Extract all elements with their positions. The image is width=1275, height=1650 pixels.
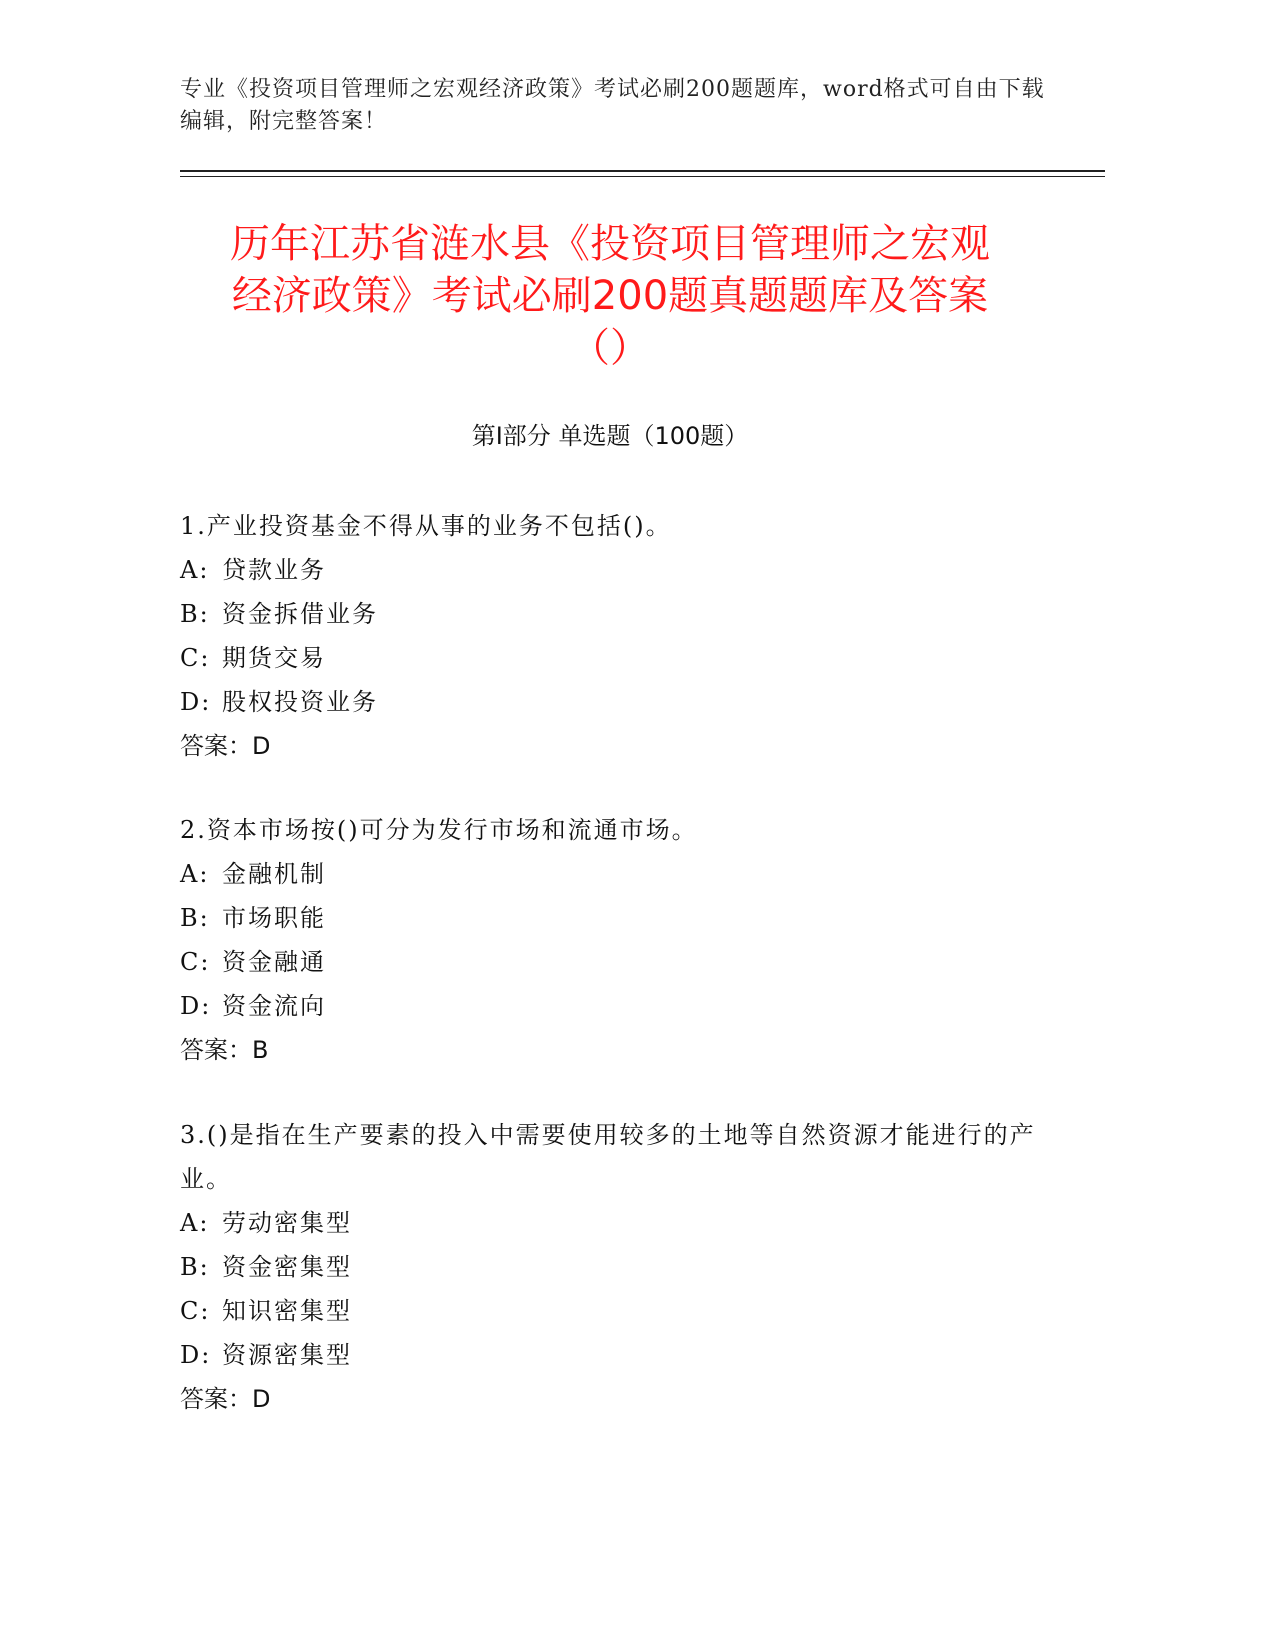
question-3 — [180, 1113, 1040, 1421]
option-text: 金融机制 — [222, 860, 326, 888]
header-divider-thick — [180, 170, 1105, 172]
option-a — [180, 548, 1040, 592]
option-text: 股权投资业务 — [222, 688, 378, 716]
question-stem: 2.资本市场按()可分为发行市场和流通市场。 — [180, 816, 698, 844]
option-text: 市场职能 — [222, 904, 326, 932]
option-d — [180, 680, 1040, 724]
option-key: A: — [180, 556, 210, 584]
question-2 — [180, 808, 1040, 1072]
option-text: 资金拆借业务 — [222, 600, 378, 628]
option-d — [180, 1333, 1040, 1377]
option-text: 期货交易 — [222, 644, 326, 672]
option-key: B: — [180, 600, 210, 628]
option-c — [180, 636, 1040, 680]
header-note: 专业《投资项目管理师之宏观经济政策》考试必刷200题题库，word格式可自由下载编辑，附完整答案！ — [180, 77, 1045, 134]
document-title — [180, 218, 1040, 374]
answer-line: 答案：D — [180, 1385, 271, 1413]
option-text: 贷款业务 — [222, 556, 326, 584]
option-key: D: — [180, 688, 212, 716]
option-key: C: — [180, 948, 211, 976]
document-title-line-1: 历年江苏省涟水县《投资项目管理师之宏观 — [230, 221, 990, 267]
header-divider-thin — [180, 176, 1105, 177]
option-key: B: — [180, 1253, 210, 1281]
option-c — [180, 940, 1040, 984]
question-stem: 1.产业投资基金不得从事的业务不包括()。 — [180, 512, 672, 540]
option-text: 资金流向 — [222, 992, 326, 1020]
question-1 — [180, 504, 1040, 768]
option-key: A: — [180, 1209, 210, 1237]
option-text: 劳动密集型 — [222, 1209, 352, 1237]
question-stem: 3.()是指在生产要素的投入中需要使用较多的土地等自然资源才能进行的产业。 — [180, 1121, 1036, 1193]
option-text: 知识密集型 — [222, 1297, 352, 1325]
option-key: C: — [180, 1297, 211, 1325]
option-key: A: — [180, 860, 210, 888]
answer-line: 答案：D — [180, 732, 271, 760]
option-key: B: — [180, 904, 210, 932]
option-text: 资金融通 — [222, 948, 326, 976]
option-key: D: — [180, 992, 212, 1020]
option-key: C: — [180, 644, 211, 672]
option-b — [180, 896, 1040, 940]
option-c — [180, 1289, 1040, 1333]
option-key: D: — [180, 1341, 212, 1369]
document-title-line-3: （） — [570, 325, 650, 371]
option-b — [180, 592, 1040, 636]
section-title: 第Ⅰ部分 单选题（100题） — [471, 422, 749, 450]
option-a — [180, 852, 1040, 896]
option-d — [180, 984, 1040, 1028]
option-b — [180, 1245, 1040, 1289]
option-a — [180, 1201, 1040, 1245]
document-title-line-2: 经济政策》考试必刷200题真题题库及答案 — [231, 273, 989, 319]
option-text: 资金密集型 — [222, 1253, 352, 1281]
answer-line: 答案：B — [180, 1036, 269, 1064]
option-text: 资源密集型 — [222, 1341, 352, 1369]
